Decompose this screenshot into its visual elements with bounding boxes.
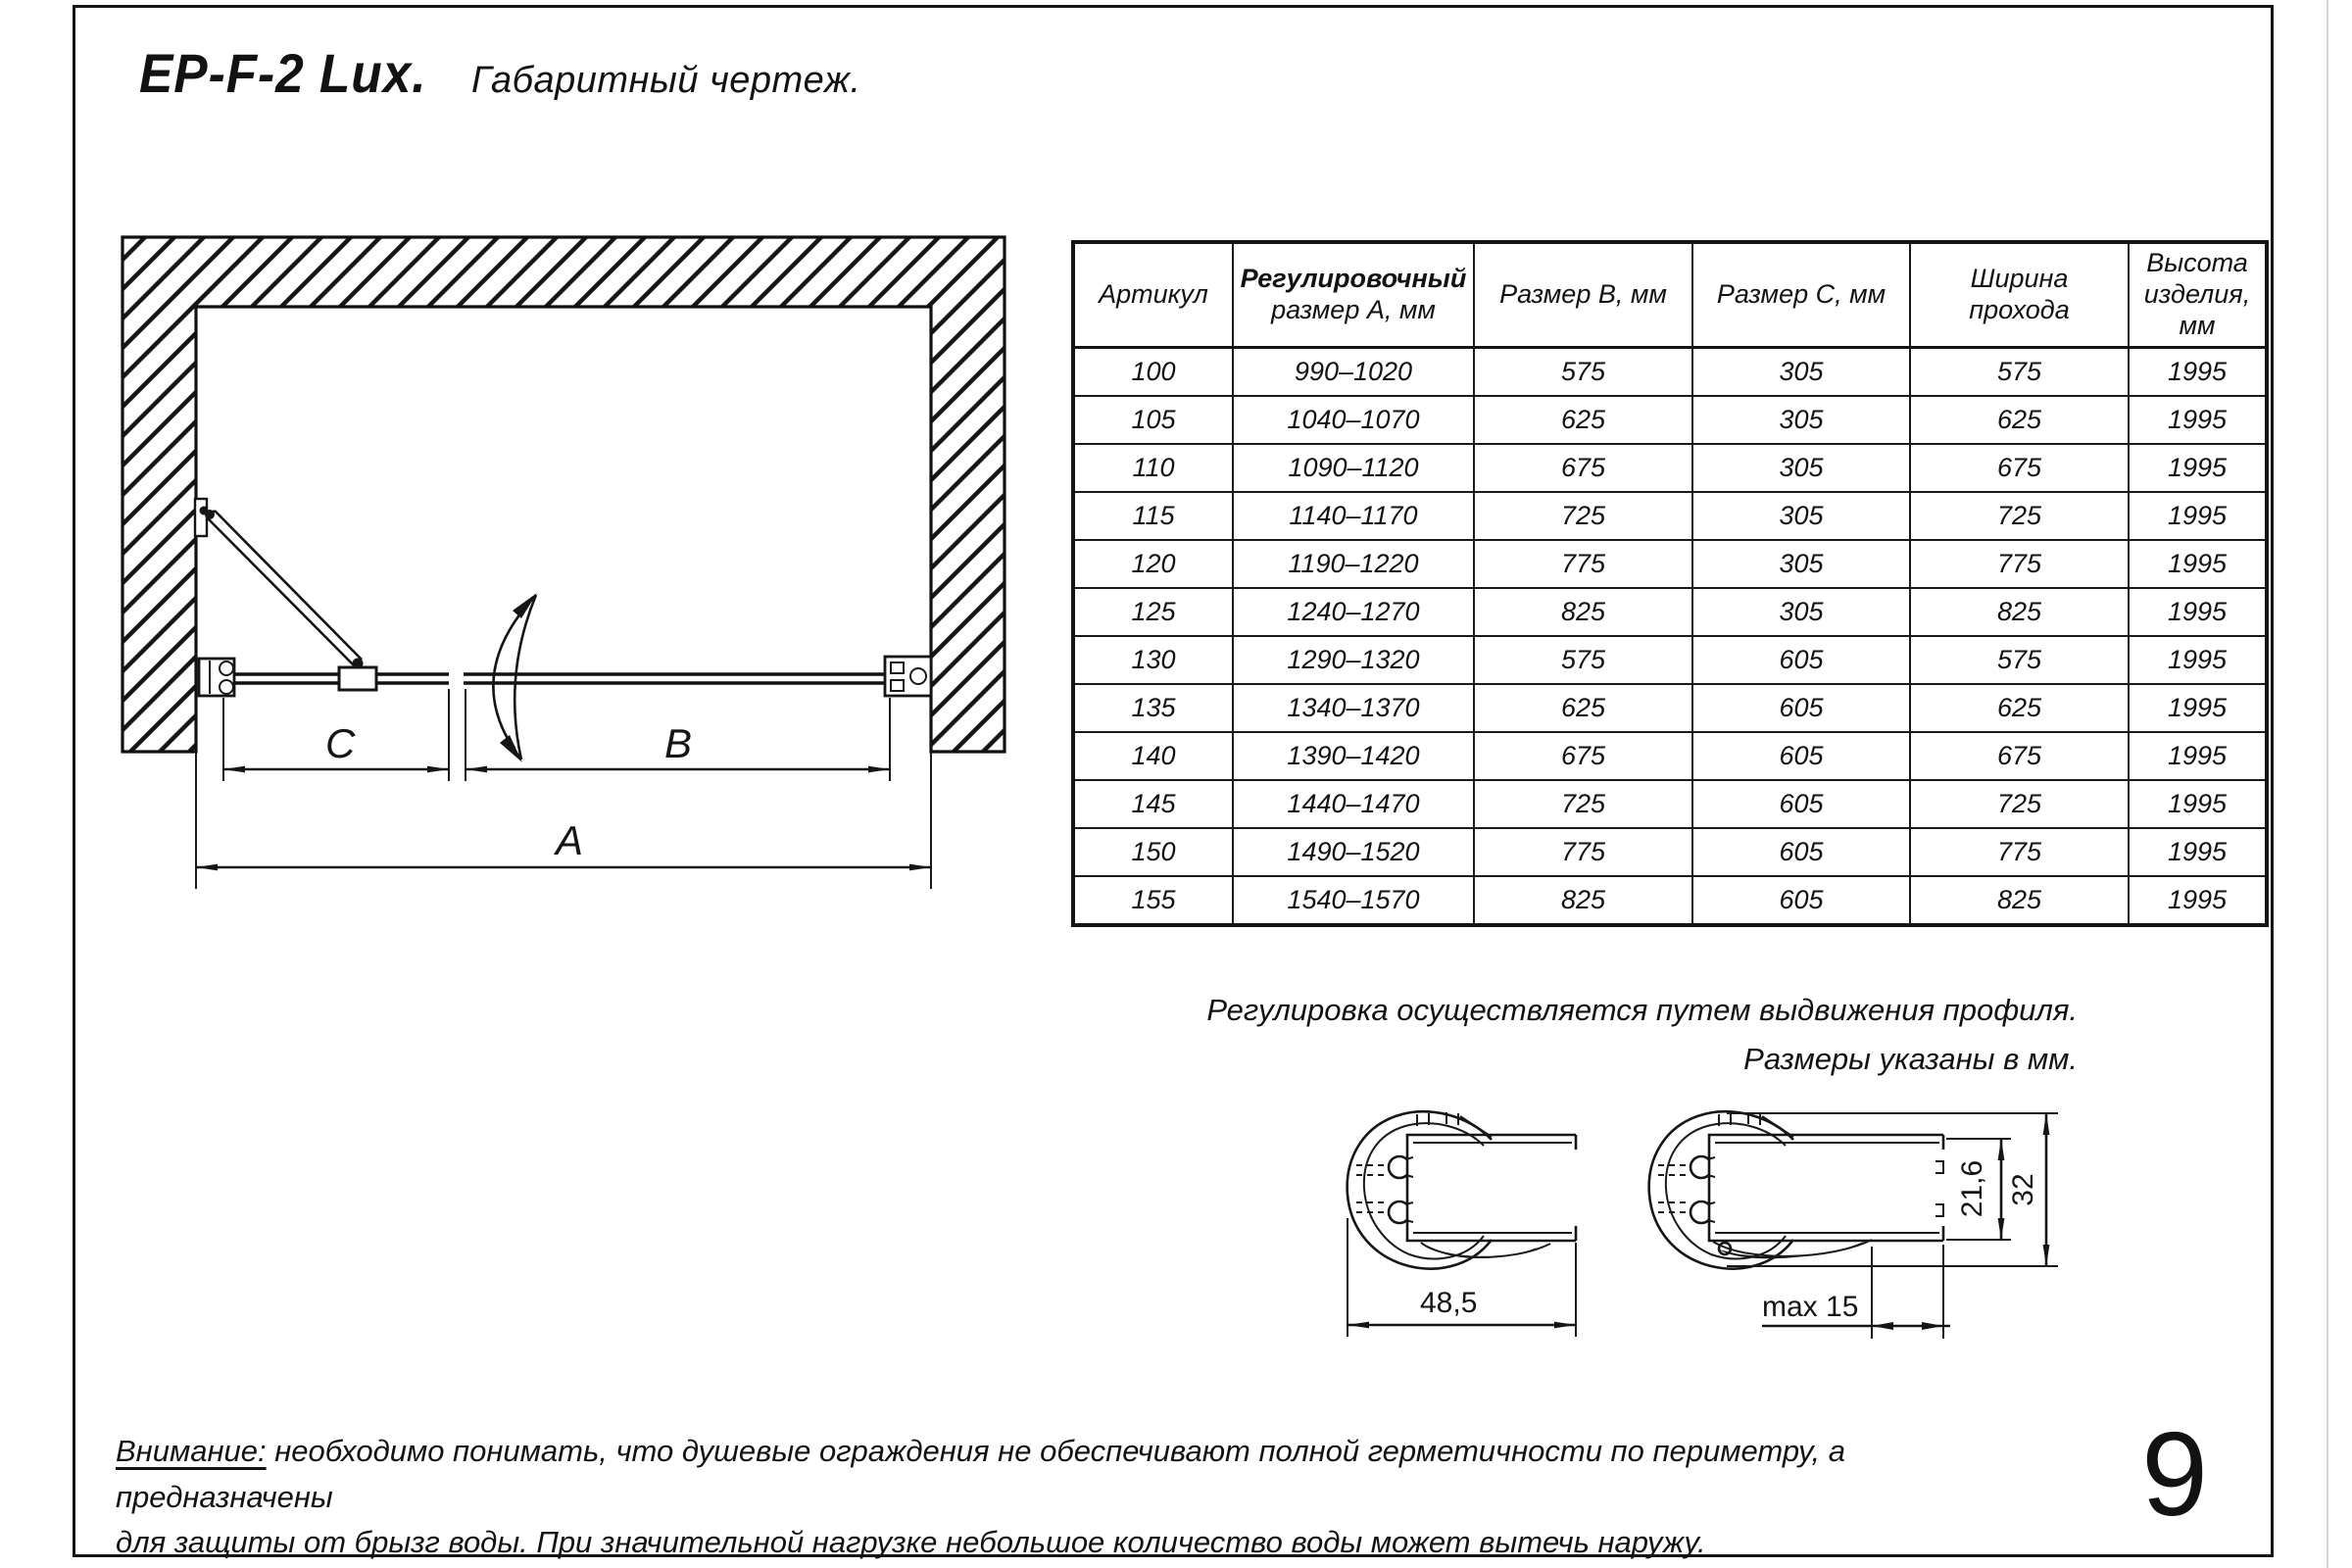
size-table-header	[1073, 242, 2267, 348]
table-cell: 575	[1474, 636, 1692, 684]
table-cell: 125	[1073, 588, 1233, 636]
table-cell: 1995	[2129, 540, 2267, 588]
folded-door-panel	[205, 510, 364, 669]
table-cell: 305	[1692, 540, 1910, 588]
table-row	[1073, 684, 2267, 732]
table-cell: 775	[1910, 540, 2129, 588]
dim-label-inner-height: 21,6	[1956, 1159, 1988, 1218]
table-cell: 605	[1692, 780, 1910, 828]
table-cell: 1995	[2129, 780, 2267, 828]
table-row	[1073, 636, 2267, 684]
table-cell: 105	[1073, 396, 1233, 444]
table-cell: 575	[1910, 348, 2129, 397]
table-cell: 605	[1692, 684, 1910, 732]
table-cell: 1090–1120	[1233, 444, 1474, 492]
table-cell: 725	[1910, 780, 2129, 828]
table-row	[1073, 876, 2267, 925]
left-wall-profile	[199, 659, 234, 696]
size-table	[1071, 240, 2269, 927]
table-row	[1073, 588, 2267, 636]
table-cell: 675	[1910, 732, 2129, 780]
table-cell: 120	[1073, 540, 1233, 588]
dimension-c	[224, 720, 448, 769]
table-cell: 1390–1420	[1233, 732, 1474, 780]
table-row	[1073, 828, 2267, 876]
dimension-width-48-5	[1348, 1218, 1576, 1337]
dim-label-a: A	[556, 817, 584, 863]
table-row	[1073, 348, 2267, 397]
table-cell: 625	[1910, 396, 2129, 444]
dim-label-outer-height: 32	[2007, 1173, 2039, 1206]
dimension-a	[197, 817, 930, 867]
right-wall-profile	[885, 657, 931, 696]
warning-text	[116, 1429, 1870, 1566]
table-cell: 305	[1692, 588, 1910, 636]
table-cell: 145	[1073, 780, 1233, 828]
table-cell: 1995	[2129, 588, 2267, 636]
table-cell: 605	[1692, 732, 1910, 780]
profile-section-left	[1348, 1111, 1576, 1268]
page-title	[139, 41, 861, 105]
table-cell: 1240–1270	[1233, 588, 1474, 636]
table-cell: 115	[1073, 492, 1233, 540]
table-cell: 1995	[2129, 684, 2267, 732]
hinge-block	[339, 667, 376, 690]
note-line-2: Размеры указаны в мм.	[1743, 1042, 2078, 1077]
table-cell: 305	[1692, 348, 1910, 397]
table-cell: 155	[1073, 876, 1233, 925]
door-swing-arc	[493, 593, 537, 762]
profile-section-right	[1649, 1111, 1943, 1268]
table-cell: 305	[1692, 396, 1910, 444]
dimension-b	[466, 720, 889, 769]
table-cell: 825	[1474, 588, 1692, 636]
table-cell: 625	[1910, 684, 2129, 732]
table-cell: 625	[1474, 684, 1692, 732]
table-cell: 775	[1474, 540, 1692, 588]
table-cell: 605	[1692, 636, 1910, 684]
table-cell: 775	[1474, 828, 1692, 876]
table-cell: 1995	[2129, 828, 2267, 876]
table-cell: 1490–1520	[1233, 828, 1474, 876]
col-header-product-height: Высота изделия, мм	[2129, 242, 2267, 348]
product-model: EP-F-2 Lux.	[139, 42, 427, 104]
table-row	[1073, 444, 2267, 492]
table-row	[1073, 492, 2267, 540]
dim-label-b: B	[664, 720, 693, 766]
table-cell: 1290–1320	[1233, 636, 1474, 684]
col-header-passage-width: Ширина прохода	[1910, 242, 2129, 348]
page-number: 9	[2141, 1407, 2206, 1541]
dimension-inner-height	[1946, 1139, 2011, 1240]
table-cell: 675	[1474, 444, 1692, 492]
table-cell: 575	[1910, 636, 2129, 684]
table-cell: 605	[1692, 828, 1910, 876]
size-table-body	[1073, 348, 2267, 926]
table-cell: 825	[1910, 588, 2129, 636]
table-cell: 1995	[2129, 444, 2267, 492]
table-cell: 1140–1170	[1233, 492, 1474, 540]
col-header-size-c: Размер С, мм	[1692, 242, 1910, 348]
table-cell: 1040–1070	[1233, 396, 1474, 444]
warning-lead: Внимание:	[116, 1434, 267, 1468]
table-row	[1073, 396, 2267, 444]
warning-line2: для защиты от брызг воды. При значительной нагрузке небольшое количество воды может вытечь наружу.	[116, 1525, 1706, 1559]
table-cell: 305	[1692, 444, 1910, 492]
table-cell: 725	[1474, 780, 1692, 828]
note-line-1: Регулировка осуществляется путем выдвижения профиля.	[1206, 993, 2078, 1027]
dim-label-width: 48,5	[1420, 1287, 1478, 1319]
table-cell: 1440–1470	[1233, 780, 1474, 828]
table-cell: 990–1020	[1233, 348, 1474, 397]
table-cell: 1995	[2129, 492, 2267, 540]
dim-label-c: C	[325, 720, 356, 766]
table-cell: 825	[1910, 876, 2129, 925]
drawing-subtitle: Габаритный чертеж.	[471, 60, 861, 101]
table-cell: 625	[1474, 396, 1692, 444]
table-cell: 725	[1474, 492, 1692, 540]
table-cell: 675	[1910, 444, 2129, 492]
table-cell: 110	[1073, 444, 1233, 492]
table-cell: 675	[1474, 732, 1692, 780]
table-cell: 100	[1073, 348, 1233, 397]
plan-drawing	[98, 225, 1039, 911]
shower-screen-line	[232, 674, 885, 683]
table-cell: 575	[1474, 348, 1692, 397]
table-cell: 775	[1910, 828, 2129, 876]
scan-page-edge	[2327, 0, 2328, 1568]
table-cell: 725	[1910, 492, 2129, 540]
table-cell: 825	[1474, 876, 1692, 925]
table-cell: 1995	[2129, 732, 2267, 780]
dimension-max-15	[1762, 1245, 1950, 1339]
table-cell: 135	[1073, 684, 1233, 732]
profile-cross-sections	[1313, 1068, 2097, 1401]
table-cell: 1995	[2129, 636, 2267, 684]
dimension-outer-height	[1727, 1113, 2058, 1266]
table-cell: 140	[1073, 732, 1233, 780]
table-cell: 1540–1570	[1233, 876, 1474, 925]
col-header-size-a: Регулировочный размер А, мм	[1233, 242, 1474, 348]
table-cell: 1995	[2129, 876, 2267, 925]
table-cell: 1340–1370	[1233, 684, 1474, 732]
table-cell: 1995	[2129, 348, 2267, 397]
col-header-size-b: Размер В, мм	[1474, 242, 1692, 348]
table-cell: 605	[1692, 876, 1910, 925]
col-header-article: Артикул	[1073, 242, 1233, 348]
table-row	[1073, 732, 2267, 780]
table-cell: 130	[1073, 636, 1233, 684]
dim-label-max: max 15	[1762, 1291, 1859, 1323]
table-cell: 305	[1692, 492, 1910, 540]
table-row	[1073, 540, 2267, 588]
table-cell: 1995	[2129, 396, 2267, 444]
warning-line1: необходимо понимать, что душевые ограждения не обеспечивают полной герметичности по периметру, а предназначены	[116, 1434, 1845, 1514]
table-row	[1073, 780, 2267, 828]
table-cell: 1190–1220	[1233, 540, 1474, 588]
table-cell: 150	[1073, 828, 1233, 876]
